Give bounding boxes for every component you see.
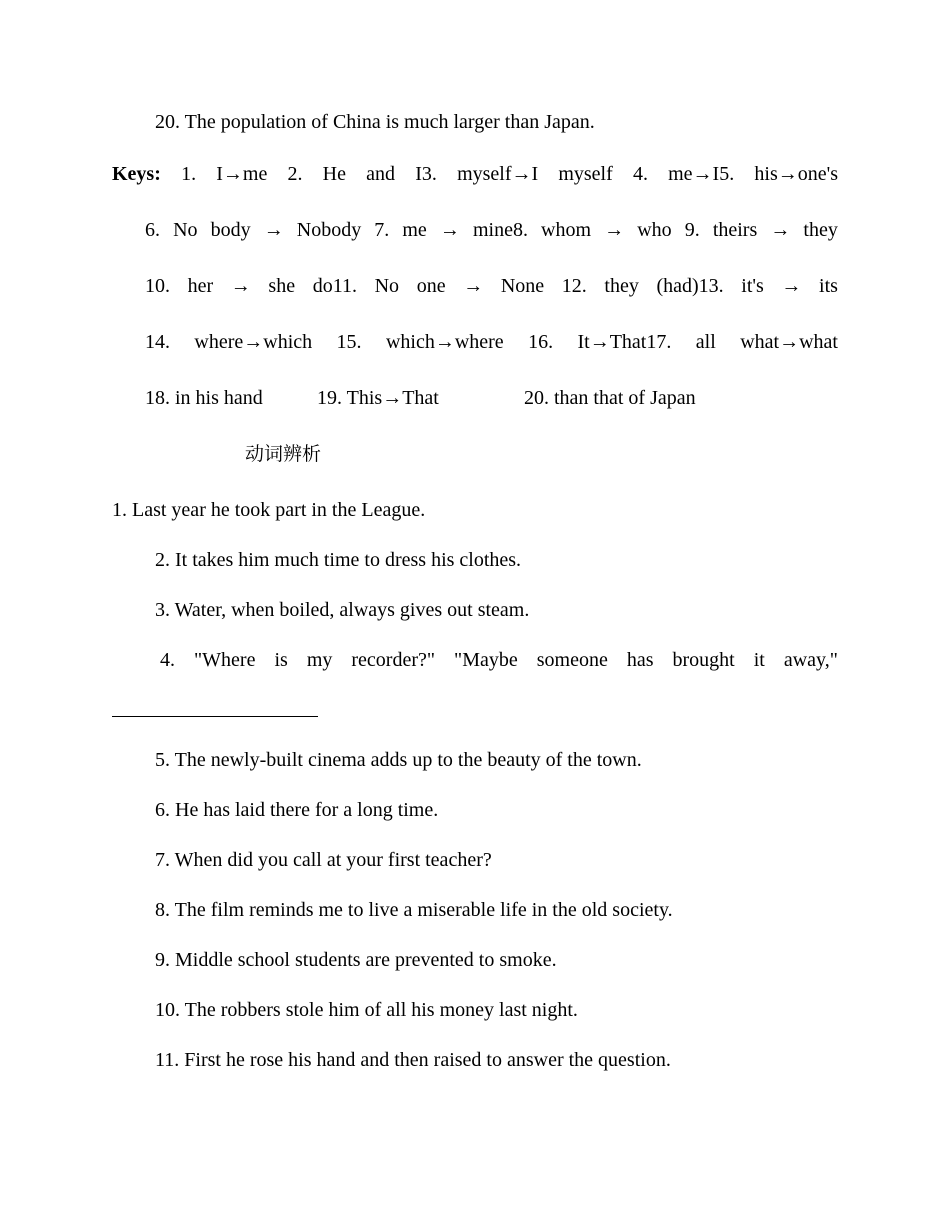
verb-item-9: 9. Middle school students are prevented to smoke.	[155, 949, 557, 971]
keys-row-1: Keys: 1. I→me 2. He and I3. myself→I myself 4. me→I5. his→one's	[112, 163, 838, 185]
key-18: 18. in his hand	[145, 387, 263, 409]
verb-item-8: 8. The film reminds me to live a miserable life in the old society.	[155, 899, 673, 921]
verb-item-3: 3. Water, when boiled, always gives out steam.	[155, 599, 530, 621]
verb-item-11: 11. First he rose his hand and then raised to answer the question.	[155, 1049, 671, 1071]
verb-item-6: 6. He has laid there for a long time.	[155, 799, 439, 821]
verb-item-10: 10. The robbers stole him of all his money last night.	[155, 999, 578, 1021]
exercise-item-20: 20. The population of China is much larger than Japan.	[155, 111, 595, 133]
keys-label: Keys:	[112, 163, 161, 185]
verb-item-5: 5. The newly-built cinema adds up to the beauty of the town.	[155, 749, 642, 771]
section-title: 动词辨析	[245, 443, 322, 465]
keys-row-3: 10. her → she do11. No one → None 12. they (had)13. it's → its	[145, 275, 838, 297]
verb-item-7: 7. When did you call at your first teacher?	[155, 849, 492, 871]
verb-item-2: 2. It takes him much time to dress his clothes.	[155, 549, 522, 571]
keys-row-4: 14. where→which 15. which→where 16. It→That17. all what→what	[145, 331, 838, 353]
keys-row-2: 6. No body → Nobody 7. me → mine8. whom → who 9. theirs → they	[145, 219, 838, 241]
key-20: 20. than that of Japan	[524, 387, 696, 409]
verb-item-1: 1. Last year he took part in the League.	[112, 499, 426, 521]
answer-blank-line	[112, 716, 318, 717]
key-19: 19. This→That	[317, 387, 439, 409]
verb-item-4: 4. "Where is my recorder?" "Maybe someone has brought it away,"	[160, 649, 838, 671]
